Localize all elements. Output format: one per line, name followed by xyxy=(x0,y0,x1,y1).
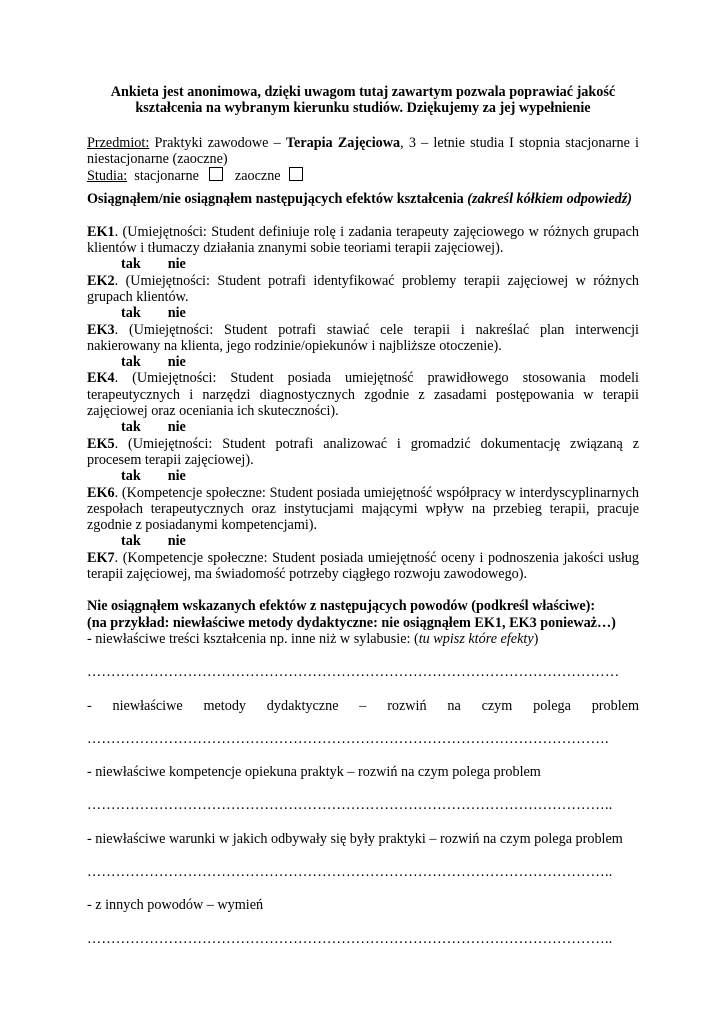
answer-row-ek1 xyxy=(87,256,639,272)
effect-text: . (Kompetencje społeczne: Student posiada umiejętność oceny i podnoszenia jakości usług terapii zajęciowej, ma świadomość potrzeby ciągłego rozwoju zawodowego). xyxy=(87,549,639,583)
survey-page xyxy=(87,84,639,947)
studies-option-stacjonarne: stacjonarne xyxy=(134,168,199,185)
reason-methods: - niewłaściwe metody dydaktyczne – rozwiń na czym polega problem xyxy=(87,697,639,714)
effect-code: EK4 xyxy=(87,370,115,387)
checkbox-stacjonarne[interactable] xyxy=(209,167,223,181)
effects-header-italic: (zakreśl kółkiem odpowiedź) xyxy=(467,191,633,208)
answer-no[interactable]: nie xyxy=(167,305,186,322)
answer-line[interactable]: ……………………………………………………………………………………………….. xyxy=(87,930,613,947)
subject-text-after: , 3 – letnie studia I stopnia stacjonarne i niestacjonarne (zaoczne) xyxy=(87,134,639,167)
effect-ek5 xyxy=(87,436,639,469)
answer-no[interactable]: nie xyxy=(167,354,186,371)
effect-code: EK6 xyxy=(87,484,115,501)
subject-name: Terapia Zajęciowa xyxy=(285,134,401,151)
answer-row-ek2 xyxy=(87,305,639,321)
checkbox-zaoczne[interactable] xyxy=(289,167,303,181)
header-line-1: Ankieta jest anonimowa, dzięki uwagom tutaj zawartym pozwala poprawiać jakość xyxy=(110,84,616,100)
reason-conditions: - niewłaściwe warunki w jakich odbywały się były praktyki – rozwiń na czym polega problem xyxy=(87,830,623,847)
answer-row-ek6 xyxy=(87,533,639,549)
answer-no[interactable]: nie xyxy=(167,256,186,273)
answer-row-ek4 xyxy=(87,419,639,435)
reasons-list xyxy=(87,631,639,947)
studies-option-zaoczne: zaoczne xyxy=(234,168,281,185)
effect-ek6 xyxy=(87,485,639,534)
reason-italic: tu wpisz które efekty xyxy=(418,630,534,647)
effect-ek7 xyxy=(87,550,639,583)
effect-code: EK1 xyxy=(87,223,115,240)
answer-yes[interactable]: tak xyxy=(121,305,141,322)
effects-header xyxy=(87,191,639,207)
effect-text: . (Umiejętności: Student potrafi analizować i gromadzić dokumentację związaną z procesem terapii zajęciowej). xyxy=(87,435,639,468)
effect-text: . (Umiejętności: Student definiuje rolę i zadania terapeuty zajęciowego w różnych grupach klientów i tłumaczy działania znanymi sobie teoriami terapii zajęciowej). xyxy=(87,223,639,257)
effect-text: . (Umiejętności: Student potrafi stawiać cele terapii i nakreślać plan interwencji nakierowany na klienta, jego rodzinie/opiekunów i najbliższe otoczenie). xyxy=(87,321,639,354)
reason-text: - niewłaściwe treści kształcenia np. inne niż w sylabusie: ( xyxy=(87,630,419,647)
answer-yes[interactable]: tak xyxy=(121,468,141,485)
effect-ek4 xyxy=(87,370,639,419)
answer-yes[interactable]: tak xyxy=(121,419,141,436)
answer-yes[interactable]: tak xyxy=(121,354,141,371)
answer-no[interactable]: nie xyxy=(167,468,186,485)
effects-list xyxy=(87,224,639,583)
reason-supervisor: - niewłaściwe kompetencje opiekuna praktyk – rozwiń na czym polega problem xyxy=(87,764,541,781)
effect-code: EK3 xyxy=(87,321,115,338)
answer-no[interactable]: nie xyxy=(167,533,186,550)
reason-other: - z innych powodów – wymień xyxy=(87,897,264,914)
effect-code: EK2 xyxy=(87,272,115,289)
answer-line[interactable]: ………………………………………………………………………………………………. xyxy=(87,730,609,747)
answer-yes[interactable]: tak xyxy=(121,533,141,550)
effect-text: . (Umiejętności: Student posiada umiejętność prawidłowego stosowania modeli terapeutycznych i narzędzi diagnostycznych zgodnie z zasadami postępowania w terapii zajęciowej oraz oceniania ich skuteczności). xyxy=(87,370,639,420)
reasons-header-line-1: Nie osiągnąłem wskazanych efektów z następujących powodów (podkreśl właściwe): xyxy=(87,598,596,615)
reasons-header-line-2: (na przykład: niewłaściwe metody dydaktyczne: nie osiągnąłem EK1, EK3 ponieważ…) xyxy=(87,614,616,631)
answer-line[interactable]: ………………………………………………………………………………………………… xyxy=(87,664,620,681)
studies-row xyxy=(87,167,639,184)
answer-no[interactable]: nie xyxy=(167,419,186,436)
subject-text-before: Praktyki zawodowe – xyxy=(149,134,286,151)
reason-text-end: ) xyxy=(533,630,539,647)
answer-line[interactable]: ……………………………………………………………………………………………….. xyxy=(87,797,613,814)
effect-text: . (Umiejętności: Student potrafi identyfikować problemy terapii zajęciowej w różnych grupach klientów. xyxy=(87,272,639,305)
header-line-2: kształcenia na wybranym kierunku studiów. Dziękujemy za jej wypełnienie xyxy=(135,100,591,117)
effect-ek3 xyxy=(87,322,639,355)
effect-ek2 xyxy=(87,273,639,306)
answer-row-ek3 xyxy=(87,354,639,370)
effect-code: EK7 xyxy=(87,549,115,566)
subject-label: Przedmiot: xyxy=(87,134,150,151)
answer-yes[interactable]: tak xyxy=(121,256,141,273)
studies-label: Studia: xyxy=(87,168,128,185)
reason-content xyxy=(87,631,639,647)
effect-code: EK5 xyxy=(87,435,115,452)
answer-row-ek5 xyxy=(87,468,639,484)
subject-paragraph xyxy=(87,135,639,168)
answer-line[interactable]: ……………………………………………………………………………………………….. xyxy=(87,863,613,880)
effect-text: . (Kompetencje społeczne: Student posiada umiejętność współpracy w interdyscyplinarnych zespołach terapeutycznych oraz instytucjami mającymi wpływ na przebieg terapii, pracuje zgodnie z posiadanymi kompetencjami). xyxy=(87,484,639,534)
effect-ek1 xyxy=(87,224,639,257)
effects-header-bold: Osiągnąłem/nie osiągnąłem następujących efektów kształcenia xyxy=(87,191,468,208)
